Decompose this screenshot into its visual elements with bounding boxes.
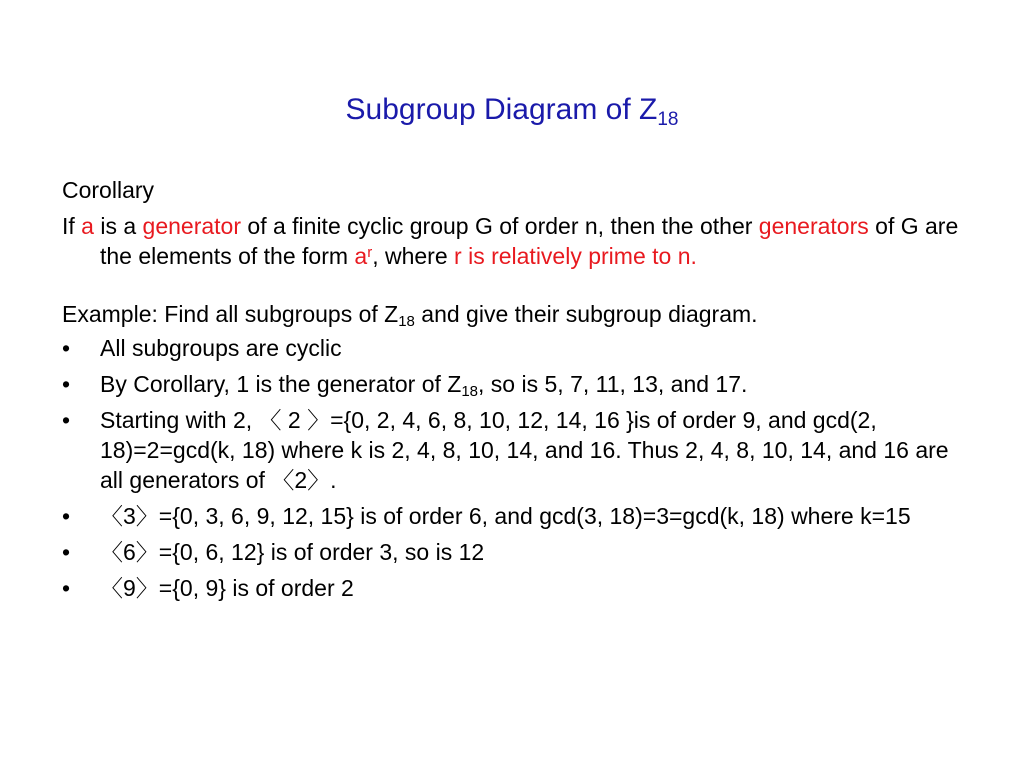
example-heading xyxy=(62,299,962,329)
bullet-icon: • xyxy=(62,335,71,361)
bullet-list xyxy=(62,333,962,603)
corollary-text: If xyxy=(62,213,82,239)
example-subscript: 18 xyxy=(398,313,415,330)
corollary-text: of G are the elements of the form xyxy=(100,213,959,269)
spacer xyxy=(62,271,962,299)
bullet-icon: • xyxy=(62,539,71,565)
example-prefix: Example: Find all subgroups of Z xyxy=(62,301,399,327)
bullet-icon: • xyxy=(62,503,71,529)
bullet-text: All subgroups are cyclic xyxy=(100,335,342,361)
bullet-icon: • xyxy=(62,371,71,397)
corollary-exponent-r: r xyxy=(367,244,373,261)
bullet-text: By Corollary, 1 is the generator of Z xyxy=(100,371,462,397)
title-subscript: 18 xyxy=(657,109,679,130)
corollary-label: Corollary xyxy=(62,177,155,203)
corollary-highlight-a: a xyxy=(81,213,94,239)
corollary-text: is a xyxy=(93,213,143,239)
title-text: Subgroup Diagram of Z xyxy=(345,93,658,126)
slide-title xyxy=(0,92,1024,128)
list-item xyxy=(62,333,962,363)
bullet-text: , so is 5, 7, 11, 13, and 17. xyxy=(478,371,748,397)
list-item xyxy=(62,405,962,495)
bullet-icon: • xyxy=(62,575,71,601)
corollary-highlight-ar xyxy=(354,243,372,269)
corollary-text: , where xyxy=(372,243,455,269)
example-suffix: and give their subgroup diagram. xyxy=(414,301,758,327)
corollary-base-a: a xyxy=(354,243,368,269)
corollary-highlight-relatively-prime: r is relatively prime to n. xyxy=(454,243,697,269)
list-item xyxy=(62,501,962,531)
bullet-subscript: 18 xyxy=(461,383,479,400)
bullet-icon: • xyxy=(62,407,71,433)
bullet-text: 〈9〉={0, 9} is of order 2 xyxy=(100,575,354,601)
corollary-text: of a finite cyclic group G of order n, then the other xyxy=(241,213,759,239)
corollary-highlight-generator: generator xyxy=(142,213,242,239)
corollary-statement xyxy=(62,211,962,271)
bullet-text: Starting with 2, 〈 2 〉={0, 2, 4, 6, 8, 10, 12, 14, 16 }is of order 9, and gcd(2, 18)=2=gcd(k, 18) where k is 2, 4, 8, 10, 14, and 16. Thus 2, 4, 8, 10, 14, and 16 are all generators of 〈2〉. xyxy=(100,407,949,493)
bullet-text: 〈6〉={0, 6, 12} is of order 3, so is 12 xyxy=(100,539,485,565)
list-item xyxy=(62,573,962,603)
list-item xyxy=(62,537,962,567)
slide-body xyxy=(62,175,962,609)
list-item xyxy=(62,369,962,399)
corollary-highlight-generators: generators xyxy=(758,213,869,239)
bullet-text: 〈3〉={0, 3, 6, 9, 12, 15} is of order 6, and gcd(3, 18)=3=gcd(k, 18) where k=15 xyxy=(100,503,911,529)
